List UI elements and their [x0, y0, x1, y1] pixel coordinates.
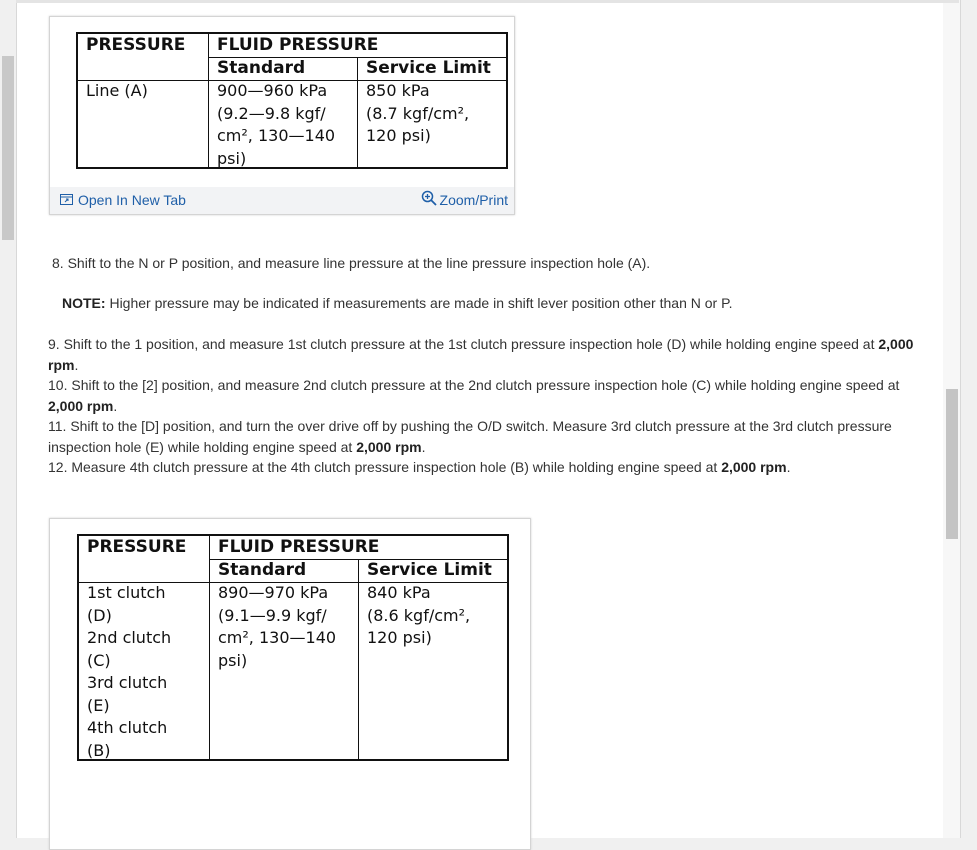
open-in-new-tab-button[interactable] — [60, 192, 186, 208]
step-12-rpm: 2,000 rpm — [721, 459, 787, 475]
figure-line-pressure — [49, 16, 515, 215]
step-8: 8. Shift to the N or P position, and measure line pressure at the line pressure inspection hole (A). — [52, 255, 651, 271]
note-label: NOTE: — [62, 295, 106, 311]
standard-value: 890—970 kPa (9.1—9.9 kgf/ cm², 130—140 psi) — [218, 583, 337, 670]
step-9-rpm: 2,000 rpm — [48, 336, 914, 373]
open-new-tab-icon — [60, 192, 73, 208]
open-in-new-tab-label: Open In New Tab — [78, 192, 186, 208]
clutch-pressure-table — [77, 534, 509, 761]
step-11: 11. Shift to the [D] position, and turn the over drive off by pushing the O/D switch. Measure 3rd clutch pressure at the 3rd clutch pressure inspection hole (E) while holding engine speed at 2,000 rpm. — [48, 418, 892, 455]
top-edge — [16, 0, 959, 3]
fluid-pressure-header: FLUID PRESSURE — [218, 537, 380, 557]
step-10: 10. Shift to the [2] position, and measure 2nd clutch pressure at the 2nd clutch pressure inspection hole (C) while holding engine speed at 2,000 rpm. — [48, 377, 900, 414]
line-pressure-table — [76, 32, 508, 169]
note-text: Higher pressure may be indicated if measurements are made in shift lever position other than N or P. — [105, 295, 733, 311]
zoom-in-icon — [421, 190, 437, 209]
service-limit-value: 840 kPa (8.6 kgf/cm², 120 psi) — [367, 583, 471, 647]
standard-value: 900—960 kPa (9.2—9.8 kgf/ cm², 130—140 psi) — [217, 81, 336, 168]
standard-header: Standard — [217, 58, 306, 78]
fluid-pressure-header: FLUID PRESSURE — [217, 35, 379, 55]
line-a-label: Line (A) — [86, 81, 148, 100]
service-limit-header: Service Limit — [367, 560, 492, 580]
standard-header: Standard — [218, 560, 307, 580]
page-scrollbar-thumb[interactable] — [946, 389, 958, 539]
outer-scrollbar-thumb[interactable] — [2, 56, 14, 240]
zoom-print-label: Zoom/Print — [439, 191, 508, 208]
note — [62, 293, 932, 314]
document-page — [16, 0, 961, 838]
step-11-rpm: 2,000 rpm — [356, 438, 422, 455]
step-9: 9. Shift to the 1 position, and measure 1st clutch pressure at the 1st clutch pressure inspection hole (D) while holding engine speed at 2,000 rpm. — [48, 336, 914, 373]
figure-toolbar — [50, 187, 514, 214]
page-scrollbar[interactable] — [943, 0, 960, 838]
step-12: 12. Measure 4th clutch pressure at the 4th clutch pressure inspection hole (B) while holding engine speed at 2,000 rpm. — [48, 459, 791, 475]
pressure-header: PRESSURE — [87, 537, 187, 557]
clutch-labels: 1st clutch (D) 2nd clutch (C) 3rd clutch (E) 4th clutch (B) — [87, 583, 172, 760]
step-10-rpm: 2,000 rpm — [48, 397, 114, 414]
service-limit-header: Service Limit — [366, 58, 491, 78]
outer-scrollbar[interactable] — [0, 0, 16, 838]
zoom-print-button[interactable] — [421, 190, 508, 209]
pressure-header: PRESSURE — [86, 35, 186, 55]
figure-clutch-pressure — [49, 518, 531, 850]
service-limit-value: 850 kPa (8.7 kgf/cm², 120 psi) — [366, 81, 470, 145]
